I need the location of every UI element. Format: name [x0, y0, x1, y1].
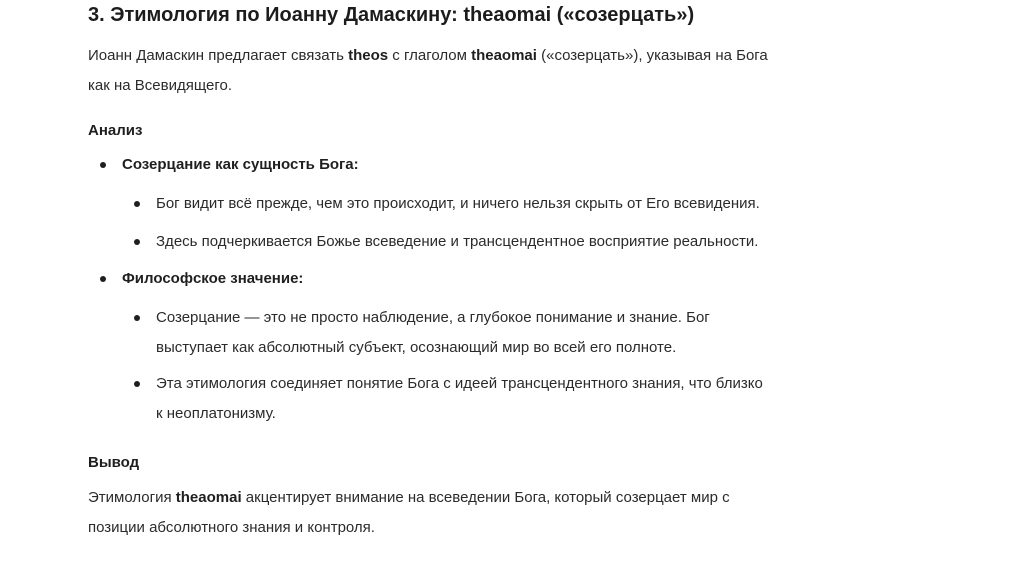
bullet-icon — [134, 201, 140, 207]
bullet-icon — [134, 315, 140, 321]
bullet-icon — [100, 276, 106, 282]
bullet-icon — [134, 239, 140, 245]
list-item: Созерцание как сущность Бога: — [122, 150, 359, 180]
list-item: Созерцание — это не просто наблюдение, а глубокое понимание и знание. Бог выступает как абсолютный субъект, осознающий мир во всей его полноте. — [156, 303, 710, 363]
term-theaomai: theaomai — [175, 489, 242, 506]
bullet-icon — [100, 162, 106, 168]
conclusion-paragraph: Этимология theaomai акцентирует внимание на всеведении Бога, который созерцает мир с позиции абсолютного знания и контроля. — [88, 489, 730, 536]
section-heading: 3. Этимология по Иоанну Дамаскину: theaomai («созерцать») — [88, 4, 695, 26]
list-item: Здесь подчеркивается Божье всеведение и трансцендентное восприятие реальности. — [156, 227, 758, 257]
bullet-icon — [134, 381, 140, 387]
term-theos: theos — [348, 47, 389, 64]
list-item: Бог видит всё прежде, чем это происходит, и ничего нельзя скрыть от Его всевидения. — [156, 189, 760, 219]
conclusion-heading: Вывод — [88, 454, 140, 471]
analysis-heading: Анализ — [88, 122, 143, 139]
list-item: Философское значение: — [122, 264, 303, 294]
intro-paragraph: Иоанн Дамаскин предлагает связать theos с глаголом theaomai («созерцать»), указывая на Бога как на Всевидящего. — [88, 47, 768, 94]
term-theaomai: theaomai — [471, 47, 537, 64]
list-item: Эта этимология соединяет понятие Бога с идеей трансцендентного знания, что близко к неоплатонизму. — [156, 369, 763, 429]
